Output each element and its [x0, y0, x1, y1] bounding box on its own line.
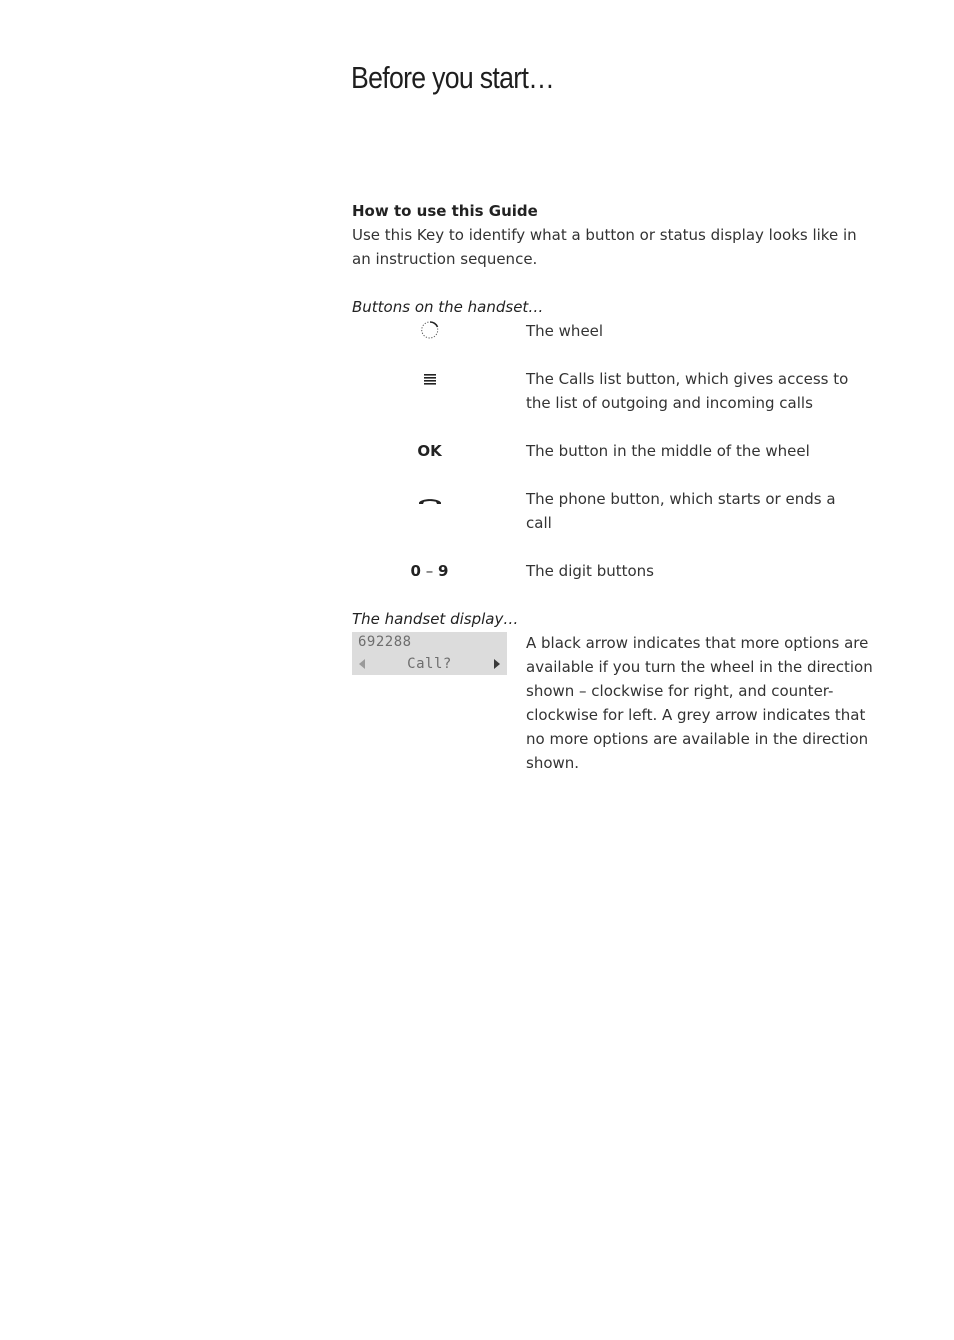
display-prompt: Call? [407, 656, 452, 672]
digit-range-dash: – [425, 562, 434, 580]
phone-icon [352, 487, 507, 511]
key-description: The Calls list button, which gives access to the list of outgoing and incoming calls [526, 370, 849, 412]
buttons-key-list [352, 319, 892, 583]
key-description: The phone button, which starts or ends a call [526, 490, 836, 532]
key-row-phone [352, 487, 892, 535]
key-description: The digit buttons [526, 562, 654, 580]
key-description: The button in the middle of the wheel [526, 442, 810, 460]
display-key-row [352, 631, 892, 775]
key-description: The wheel [526, 322, 604, 340]
digit-start: 0 [410, 562, 421, 580]
page-title: Before you start… [351, 60, 555, 95]
key-row-digits [352, 559, 892, 583]
digit-buttons-symbol [352, 559, 507, 583]
display-number: 692288 [358, 634, 412, 650]
key-row-wheel [352, 319, 892, 343]
calls-list-icon [352, 367, 507, 391]
section-heading: How to use this Guide [352, 202, 538, 220]
key-row-calls-list [352, 367, 892, 415]
key-row-ok [352, 439, 892, 463]
buttons-subheading: Buttons on the handset… [352, 298, 544, 316]
ok-label: OK [417, 442, 442, 460]
ok-button-symbol [352, 439, 507, 463]
black-right-arrow-icon [494, 659, 500, 669]
guide-content [352, 199, 892, 775]
digit-end: 9 [438, 562, 449, 580]
display-subheading: The handset display… [352, 610, 519, 628]
handset-display [352, 632, 507, 675]
display-description: A black arrow indicates that more options are available if you turn the wheel in the direction shown – clockwise for right, and counter-clockwise for left. A grey arrow indicates that no more options are available in the direction shown. [526, 634, 873, 772]
intro-text: Use this Key to identify what a button or status display looks like in an instruction sequence. [352, 226, 857, 268]
wheel-icon [352, 319, 507, 343]
